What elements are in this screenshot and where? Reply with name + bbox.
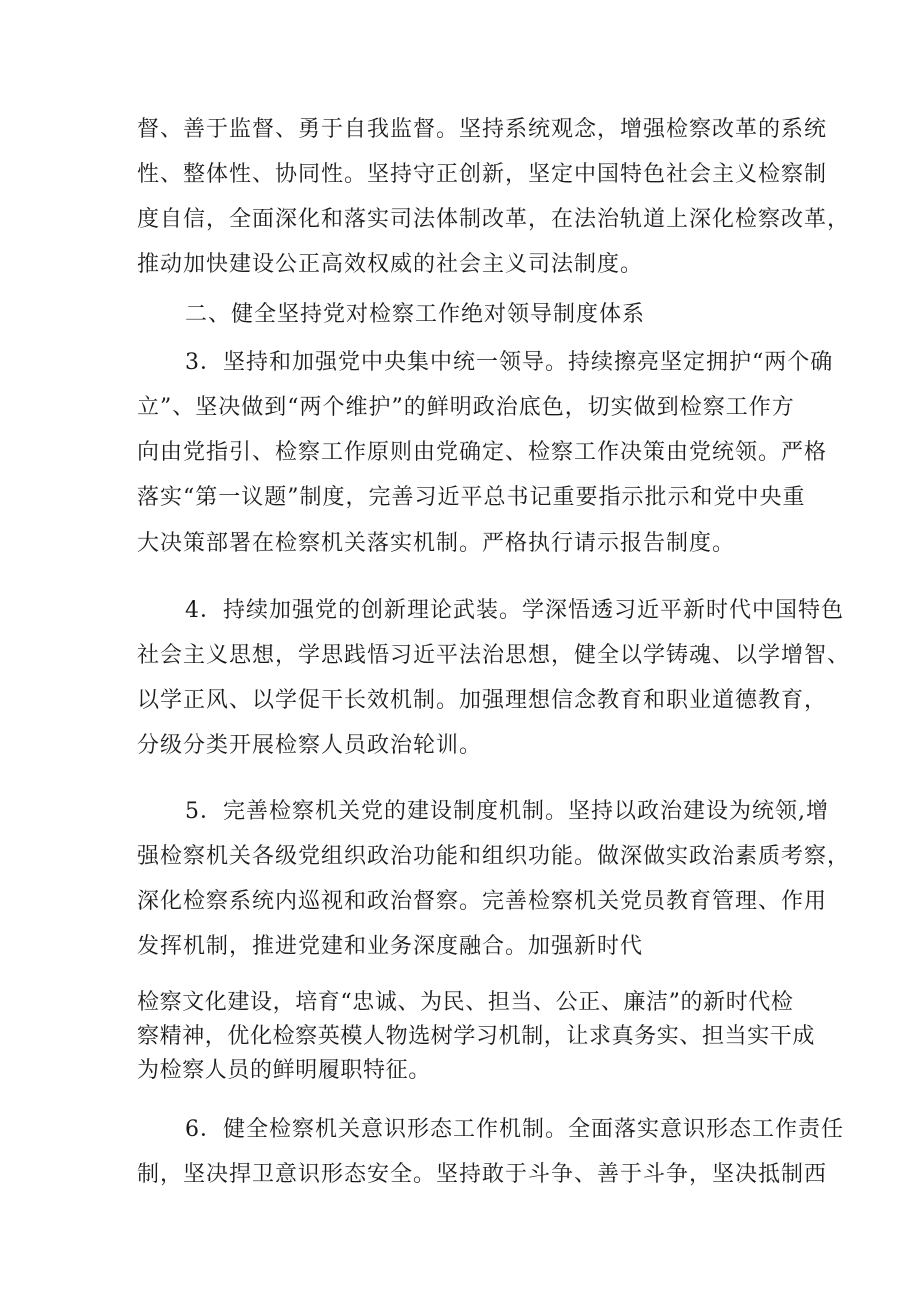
item-4-line-3: 以学正风、以学促干长效机制。加强理想信念教育和职业道德教育，	[137, 688, 828, 713]
item-3-line-2: 立”、坚决做到“两个维护”的鲜明政治底色，切实做到检察工作方	[137, 395, 795, 420]
item-3-line-5: 大决策部署在检察机关落实机制。严格执行请示报告制度。	[137, 531, 736, 556]
intro-line-4: 推动加快建设公正高效权威的社会主义司法制度。	[137, 252, 644, 277]
item-5-line-3: 深化检察系统内巡视和政治督察。完善检察机关党员教育管理、作用	[137, 889, 828, 914]
item-5-cont-line-1: 检察文化建设，培育“忠诚、为民、担当、公正、廉洁”的新时代检	[137, 990, 794, 1015]
item-3-line-4: 落实“第一议题”制度，完善习近平总书记重要指示批示和党中央重	[137, 485, 806, 510]
intro-line-3: 度自信，全面深化和落实司法体制改革，在法治轨道上深化检察改革，	[137, 207, 851, 232]
item-4-line-4: 分级分类开展检察人员政治轮训。	[137, 733, 483, 758]
item-6-line-1: 6．健全检察机关意识形态工作机制。全面落实意识形态工作责任	[185, 1117, 844, 1142]
intro-line-2: 性、整体性、协同性。坚持守正创新，坚定中国特色社会主义检察制	[137, 162, 828, 187]
item-3-line-1: 3．坚持和加强党中央集中统一领导。持续擦亮坚定拥护“两个确	[185, 350, 834, 375]
item-5-line-1: 5．完善检察机关党的建设制度机制。坚持以政治建设为统领,增	[185, 799, 829, 824]
item-5-cont-line-3: 为检察人员的鲜明履职特征。	[137, 1058, 431, 1083]
section-heading-2: 二、健全坚持党对检察工作绝对领导制度体系	[185, 302, 646, 327]
item-5-line-4: 发挥机制，推进党建和业务深度融合。加强新时代	[137, 934, 644, 959]
item-5-line-2: 强检察机关各级党组织政治功能和组织功能。做深做实政治素质考察，	[137, 844, 851, 869]
item-3-line-3: 向由党指引、检察工作原则由党确定、检察工作决策由党统领。严格	[137, 440, 828, 465]
item-6-line-2: 制，坚决捍卫意识形态安全。坚持敢于斗争、善于斗争，坚决抵制西	[137, 1162, 828, 1187]
item-4-line-2: 社会主义思想，学思践悟习近平法治思想，健全以学铸魂、以学增智、	[137, 643, 851, 668]
item-5-cont-line-2: 察精神，优化检察英模人物选树学习机制，让求真务实、担当实干成	[137, 1024, 816, 1049]
intro-line-1: 督、善于监督、勇于自我监督。坚持系统观念，增强检察改革的系统	[137, 117, 828, 142]
item-4-line-1: 4．持续加强党的创新理论武装。学深悟透习近平新时代中国特色	[185, 598, 844, 623]
